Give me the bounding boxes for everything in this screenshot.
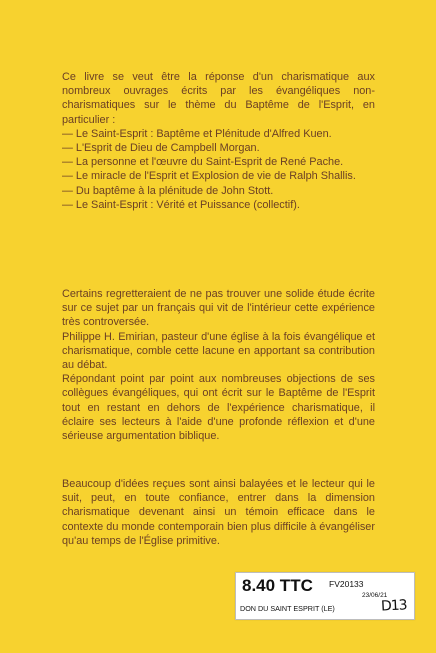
price-sticker <box>235 572 415 620</box>
price-label: 8.40 TTC <box>242 576 313 595</box>
author-section <box>62 287 375 443</box>
book-list-item: — La personne et l'œuvre du Saint-Esprit de René Pache. <box>62 156 344 169</box>
author-paragraph: Philippe H. Emirian, pasteur d'une église à la fois évangélique et charismatique, comble cette lacune en apportant sa contribution au débat. <box>62 330 375 372</box>
intro-section <box>62 70 375 212</box>
book-list-item: — Le Saint-Esprit : Baptême et Plénitude d'Alfred Kuen. <box>62 127 332 140</box>
conclusion-section <box>62 477 375 548</box>
conclusion-paragraph: Beaucoup d'idées reçues sont ainsi balayées et le lecteur qui le suit, peut, en toute confiance, entrer dans la dimension charismatique devenant ainsi un témoin efficace dans le contexte du monde contemporain bien plus difficile à évangéliser qu'au temps de l'Église primitive. <box>62 478 375 547</box>
regret-paragraph: Certains regretteraient de ne pas trouver une solide étude écrite sur ce sujet par un français qui vit de l'intérieur cette expérience très controversée. <box>62 288 375 329</box>
book-list-item: — Le miracle de l'Esprit et Explosion de vie de Ralph Shallis. <box>62 170 356 183</box>
sticker-book-title: DON DU SAINT ESPRIT (LE) <box>240 604 335 613</box>
book-list <box>62 127 375 212</box>
sticker-date: 23/06/21 <box>362 592 388 599</box>
handwritten-code: D13 <box>380 597 408 615</box>
reference-code: FV20133 <box>329 579 364 589</box>
intro-paragraph: Ce livre se veut être la réponse d'un charismatique aux nombreux ouvrages écrits par les évangéliques non-charismatiques sur le thème du Baptême de l'Esprit, en particulier : <box>62 71 375 126</box>
response-paragraph: Répondant point par point aux nombreuses objections de ses collègues évangéliques, qui ont écrit sur le Baptême de l'Esprit tout en restant en dehors de l'expérience charismatique, il éclaire ses lecteurs à l'aide d'une profonde réflexion et d'une sérieuse argumentation biblique. <box>62 373 375 443</box>
book-list-item: — Du baptême à la plénitude de John Stott. <box>62 184 274 197</box>
book-list-item: — Le Saint-Esprit : Vérité et Puissance (collectif). <box>62 198 300 211</box>
book-list-item: — L'Esprit de Dieu de Campbell Morgan. <box>62 142 260 155</box>
